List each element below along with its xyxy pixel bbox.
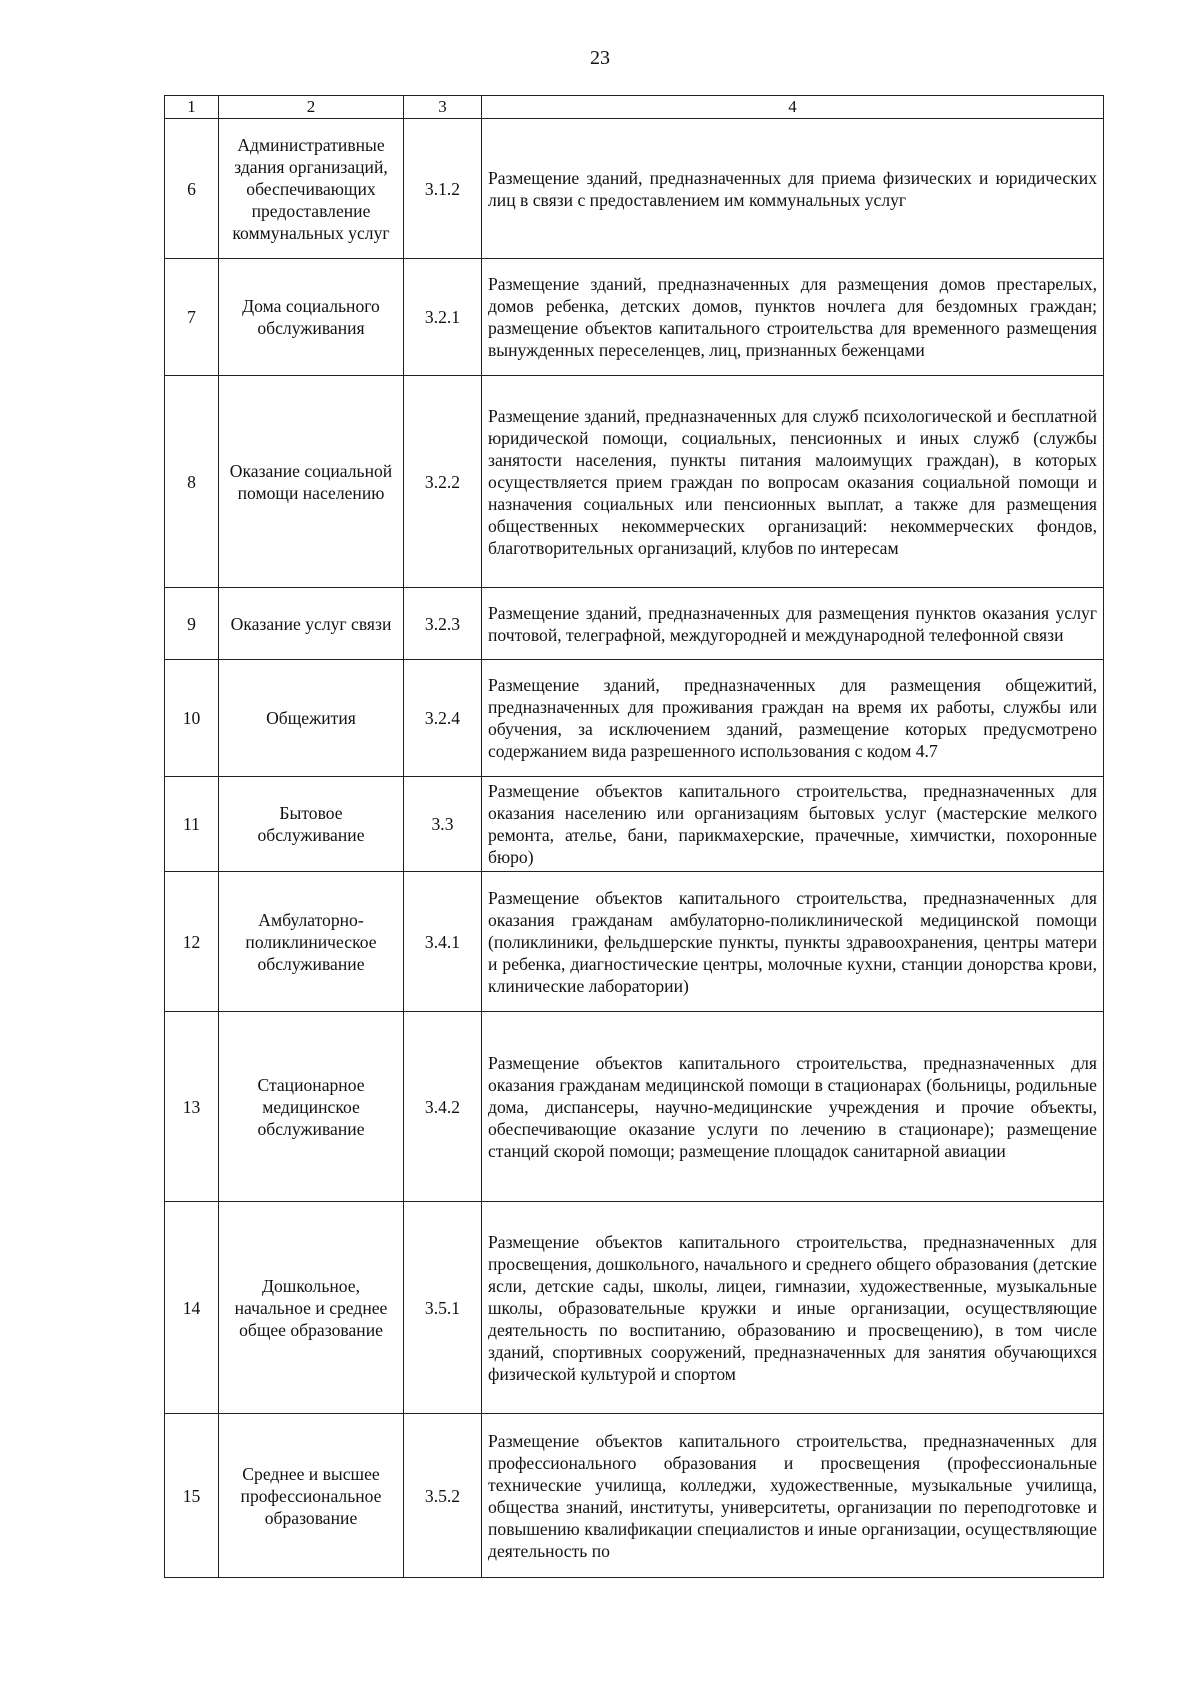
row-number: 6 [165,119,219,259]
header-col-4: 4 [482,96,1104,119]
use-type-description: Размещение зданий, предназначенных для служб психологической и бесплатной юридической помощи, социальных, пенсионных и иных служб (службы занятости населения, пункты питания малоимущих граждан), в которых осуществляется прием граждан по вопросам оказания социальной помощи и назначения социальных или пенсионных выплат, а также для размещения общественных некоммерческих организаций: некоммерческих фондов, благотворительных организаций, клубов по интересам [482,376,1104,588]
row-number: 10 [165,660,219,777]
use-type-code: 3.2.2 [404,376,482,588]
use-type-description: Размещение объектов капитального строительства, предназначенных для оказания гражданам амбулаторно-поликлинической медицинской помощи (поликлиники, фельдшерские пункты, пункты здравоохранения, центры матери и ребенка, диагностические центры, молочные кухни, станции донорства крови, клинические лаборатории) [482,872,1104,1012]
use-type-description: Размещение объектов капитального строительства, предназначенных для оказания гражданам медицинской помощи в стационарах (больницы, родильные дома, диспансеры, научно-медицинские учреждения и прочие объекты, обеспечивающие оказание услуги по лечению в стационаре); размещение станций скорой помощи; размещение площадок санитарной авиации [482,1012,1104,1202]
row-number: 9 [165,588,219,660]
table-row [165,119,1104,259]
use-type-description: Размещение объектов капитального строительства, предназначенных для оказания населению или организациям бытовых услуг (мастерские мелкого ремонта, ателье, бани, парикмахерские, прачечные, химчистки, похоронные бюро) [482,777,1104,872]
use-type-code: 3.4.1 [404,872,482,1012]
use-type-code: 3.1.2 [404,119,482,259]
use-type-name: Среднее и высшее профессиональное образование [219,1414,404,1578]
use-type-description: Размещение объектов капитального строительства, предназначенных для просвещения, дошкольного, начального и среднего общего образования (детские ясли, детские сады, школы, лицеи, гимназии, художественные, музыкальные школы, образовательные кружки и иные организации, осуществляющие деятельность по воспитанию, образованию и просвещению), в том числе зданий, спортивных сооружений, предназначенных для занятия обучающихся физической культурой и спортом [482,1202,1104,1414]
table-row [165,660,1104,777]
land-use-table [164,95,1104,1578]
use-type-name: Оказание социальной помощи населению [219,376,404,588]
row-number: 11 [165,777,219,872]
header-row [165,96,1104,119]
table-row [165,259,1104,376]
use-type-name: Дошкольное, начальное и среднее общее образование [219,1202,404,1414]
use-type-code: 3.5.1 [404,1202,482,1414]
row-number: 15 [165,1414,219,1578]
header-col-1: 1 [165,96,219,119]
use-type-name: Амбулаторно-поликлиническое обслуживание [219,872,404,1012]
table-row [165,872,1104,1012]
use-type-code: 3.2.4 [404,660,482,777]
use-type-name: Дома социального обслуживания [219,259,404,376]
table-row [165,1414,1104,1578]
use-type-description: Размещение зданий, предназначенных для приема физических и юридических лиц в связи с предоставлением им коммунальных услуг [482,119,1104,259]
use-type-name: Стационарное медицинское обслуживание [219,1012,404,1202]
use-type-code: 3.4.2 [404,1012,482,1202]
use-type-code: 3.2.1 [404,259,482,376]
row-number: 8 [165,376,219,588]
use-type-description: Размещение объектов капитального строительства, предназначенных для профессионального образования и просвещения (профессиональные технические училища, колледжи, художественные, музыкальные училища, общества знаний, институты, университеты, организации по переподготовке и повышению квалификации специалистов и иные организации, осуществляющие деятельность по [482,1414,1104,1578]
row-number: 13 [165,1012,219,1202]
use-type-name: Административные здания организаций, обеспечивающих предоставление коммунальных услуг [219,119,404,259]
use-type-code: 3.2.3 [404,588,482,660]
row-number: 12 [165,872,219,1012]
table-row [165,777,1104,872]
page-number: 23 [590,47,610,69]
use-type-code: 3.3 [404,777,482,872]
table-row [165,1012,1104,1202]
header-col-3: 3 [404,96,482,119]
use-type-name: Общежития [219,660,404,777]
row-number: 14 [165,1202,219,1414]
header-col-2: 2 [219,96,404,119]
table-row [165,1202,1104,1414]
table-row [165,588,1104,660]
use-type-name: Бытовое обслуживание [219,777,404,872]
use-type-description: Размещение зданий, предназначенных для размещения общежитий, предназначенных для проживания граждан на время их работы, службы или обучения, за исключением зданий, размещение которых предусмотрено содержанием вида разрешенного использования с кодом 4.7 [482,660,1104,777]
use-type-name: Оказание услуг связи [219,588,404,660]
row-number: 7 [165,259,219,376]
table-row [165,376,1104,588]
use-type-description: Размещение зданий, предназначенных для размещения домов престарелых, домов ребенка, детских домов, пунктов ночлега для бездомных граждан; размещение объектов капитального строительства для временного размещения вынужденных переселенцев, лиц, признанных беженцами [482,259,1104,376]
use-type-description: Размещение зданий, предназначенных для размещения пунктов оказания услуг почтовой, телеграфной, междугородней и международной телефонной связи [482,588,1104,660]
use-type-code: 3.5.2 [404,1414,482,1578]
